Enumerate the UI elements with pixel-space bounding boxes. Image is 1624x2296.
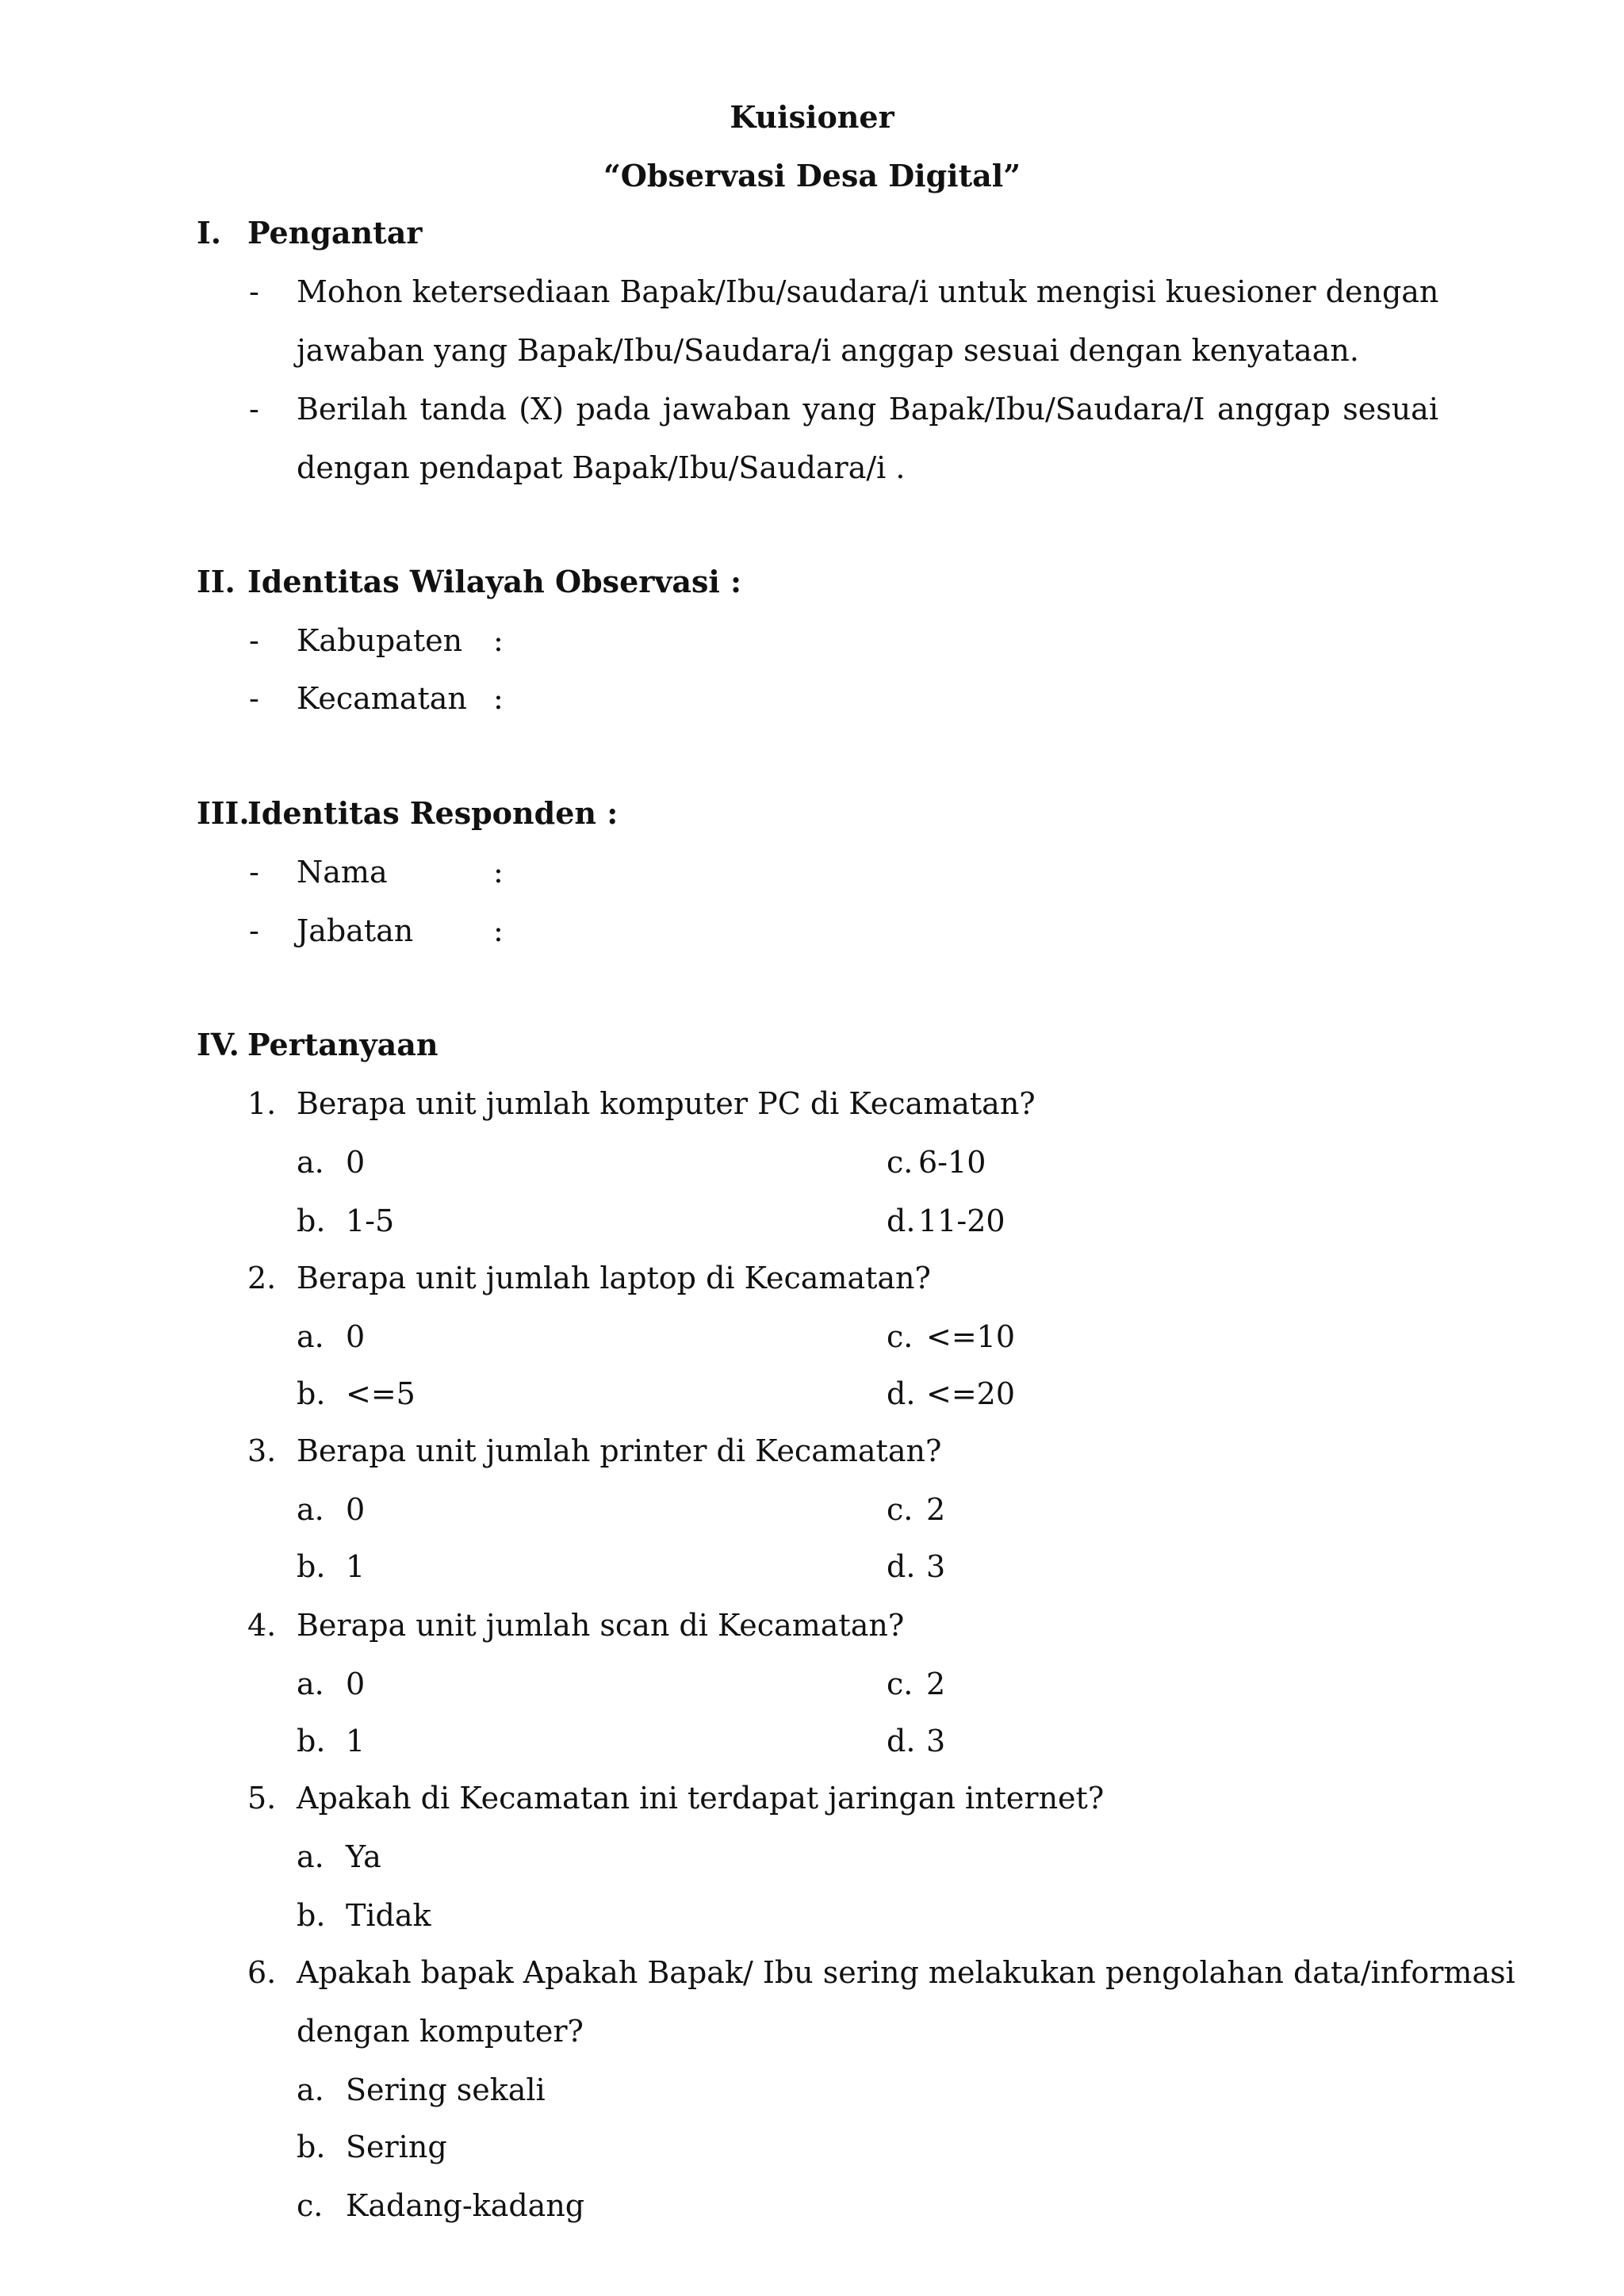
intro-bullet-2-line-2: dengan pendapat Bapak/Ibu/Saudara/i .: [297, 450, 906, 485]
option-text: Kadang-kadang: [346, 2188, 585, 2223]
field-label-kecamatan: Kecamatan: [297, 681, 467, 716]
field-label-jabatan: Jabatan: [297, 913, 414, 948]
field-dash: -: [249, 913, 259, 948]
field-colon: :: [493, 913, 504, 948]
question-number: 3.: [247, 1433, 277, 1468]
option-text: 11-20: [918, 1203, 1005, 1238]
question-number: 6.: [247, 1955, 277, 1990]
option-letter: d.: [887, 1724, 916, 1758]
section-number: III.: [197, 795, 250, 831]
option-letter: a.: [297, 1319, 324, 1354]
field-dash: -: [249, 623, 259, 658]
intro-bullet-2-line-1: Berilah tanda (X) pada jawaban yang Bapak/Ibu/Saudara/I anggap sesuai: [297, 392, 1438, 427]
section-number: I.: [197, 215, 222, 251]
question-5-text: Apakah di Kecamatan ini terdapat jaringan internet?: [297, 1781, 1105, 1816]
option-text: <=5: [346, 1376, 416, 1411]
option-text: 0: [346, 1319, 366, 1354]
option-letter: a.: [297, 1492, 324, 1527]
option-text: 2: [926, 1492, 946, 1527]
option-letter: b.: [297, 2130, 326, 2164]
option-letter: c.: [887, 1492, 914, 1527]
option-letter: d.: [887, 1549, 916, 1584]
question-6-text-line-1: Apakah bapak Apakah Bapak/ Ibu sering melakukan pengolahan data/informasi: [297, 1955, 1515, 1990]
document-subtitle: “Observasi Desa Digital”: [603, 158, 1021, 193]
question-6-text-line-2: dengan komputer?: [297, 2014, 584, 2049]
option-letter: b.: [297, 1549, 326, 1584]
field-colon: :: [493, 681, 504, 716]
option-text: 3: [926, 1724, 946, 1758]
question-number: 4.: [247, 1608, 277, 1643]
option-text: 1-5: [346, 1203, 395, 1238]
field-dash: -: [249, 855, 259, 890]
option-letter: a.: [297, 1839, 324, 1874]
section-number: IV.: [197, 1027, 239, 1062]
section-title-wilayah: Identitas Wilayah Observasi :: [247, 564, 742, 599]
option-text: 2: [926, 1667, 946, 1701]
option-letter: d.: [887, 1203, 916, 1238]
question-number: 5.: [247, 1781, 277, 1816]
option-text: 1: [346, 1549, 366, 1584]
option-text: 3: [926, 1549, 946, 1584]
question-number: 1.: [247, 1086, 277, 1121]
option-text: <=10: [926, 1319, 1016, 1354]
option-letter: a.: [297, 2072, 324, 2107]
document-title: Kuisioner: [730, 99, 894, 135]
question-number: 2.: [247, 1261, 277, 1295]
question-2-text: Berapa unit jumlah laptop di Kecamatan?: [297, 1261, 931, 1295]
option-letter: a.: [297, 1145, 324, 1180]
field-label-nama: Nama: [297, 855, 388, 890]
section-title-pertanyaan: Pertanyaan: [247, 1027, 439, 1062]
field-colon: :: [493, 855, 504, 890]
intro-bullet-1-line-1: Mohon ketersediaan Bapak/Ibu/saudara/i untuk mengisi kuesioner dengan: [297, 274, 1439, 309]
section-number: II.: [197, 564, 236, 599]
question-3-text: Berapa unit jumlah printer di Kecamatan?: [297, 1433, 942, 1468]
option-letter: c.: [887, 1145, 914, 1180]
option-letter: a.: [297, 1667, 324, 1701]
question-4-text: Berapa unit jumlah scan di Kecamatan?: [297, 1608, 905, 1643]
bullet-dash: -: [249, 392, 259, 427]
option-letter: c.: [887, 1319, 914, 1354]
option-letter: c.: [297, 2188, 324, 2223]
option-text: Tidak: [346, 1898, 431, 1933]
field-colon: :: [493, 623, 504, 658]
field-label-kabupaten: Kabupaten: [297, 623, 463, 658]
intro-bullet-1-line-2: jawaban yang Bapak/Ibu/Saudara/i anggap sesuai dengan kenyataan.: [297, 333, 1359, 368]
option-text: Ya: [346, 1839, 381, 1874]
section-title-responden: Identitas Responden :: [247, 795, 619, 831]
option-text: 0: [346, 1667, 366, 1701]
field-dash: -: [249, 681, 259, 716]
option-text: 0: [346, 1492, 366, 1527]
option-text: Sering sekali: [346, 2072, 546, 2107]
option-letter: b.: [297, 1898, 326, 1933]
option-text: <=20: [926, 1376, 1016, 1411]
option-text: Sering: [346, 2130, 447, 2164]
bullet-dash: -: [249, 274, 259, 309]
section-title-pengantar: Pengantar: [247, 215, 423, 251]
option-letter: b.: [297, 1724, 326, 1758]
option-text: 6-10: [918, 1145, 986, 1180]
option-letter: c.: [887, 1667, 914, 1701]
question-1-text: Berapa unit jumlah komputer PC di Kecamatan?: [297, 1086, 1036, 1121]
option-text: 0: [346, 1145, 366, 1180]
option-text: 1: [346, 1724, 366, 1758]
option-letter: b.: [297, 1203, 326, 1238]
option-letter: d.: [887, 1376, 916, 1411]
option-letter: b.: [297, 1376, 326, 1411]
